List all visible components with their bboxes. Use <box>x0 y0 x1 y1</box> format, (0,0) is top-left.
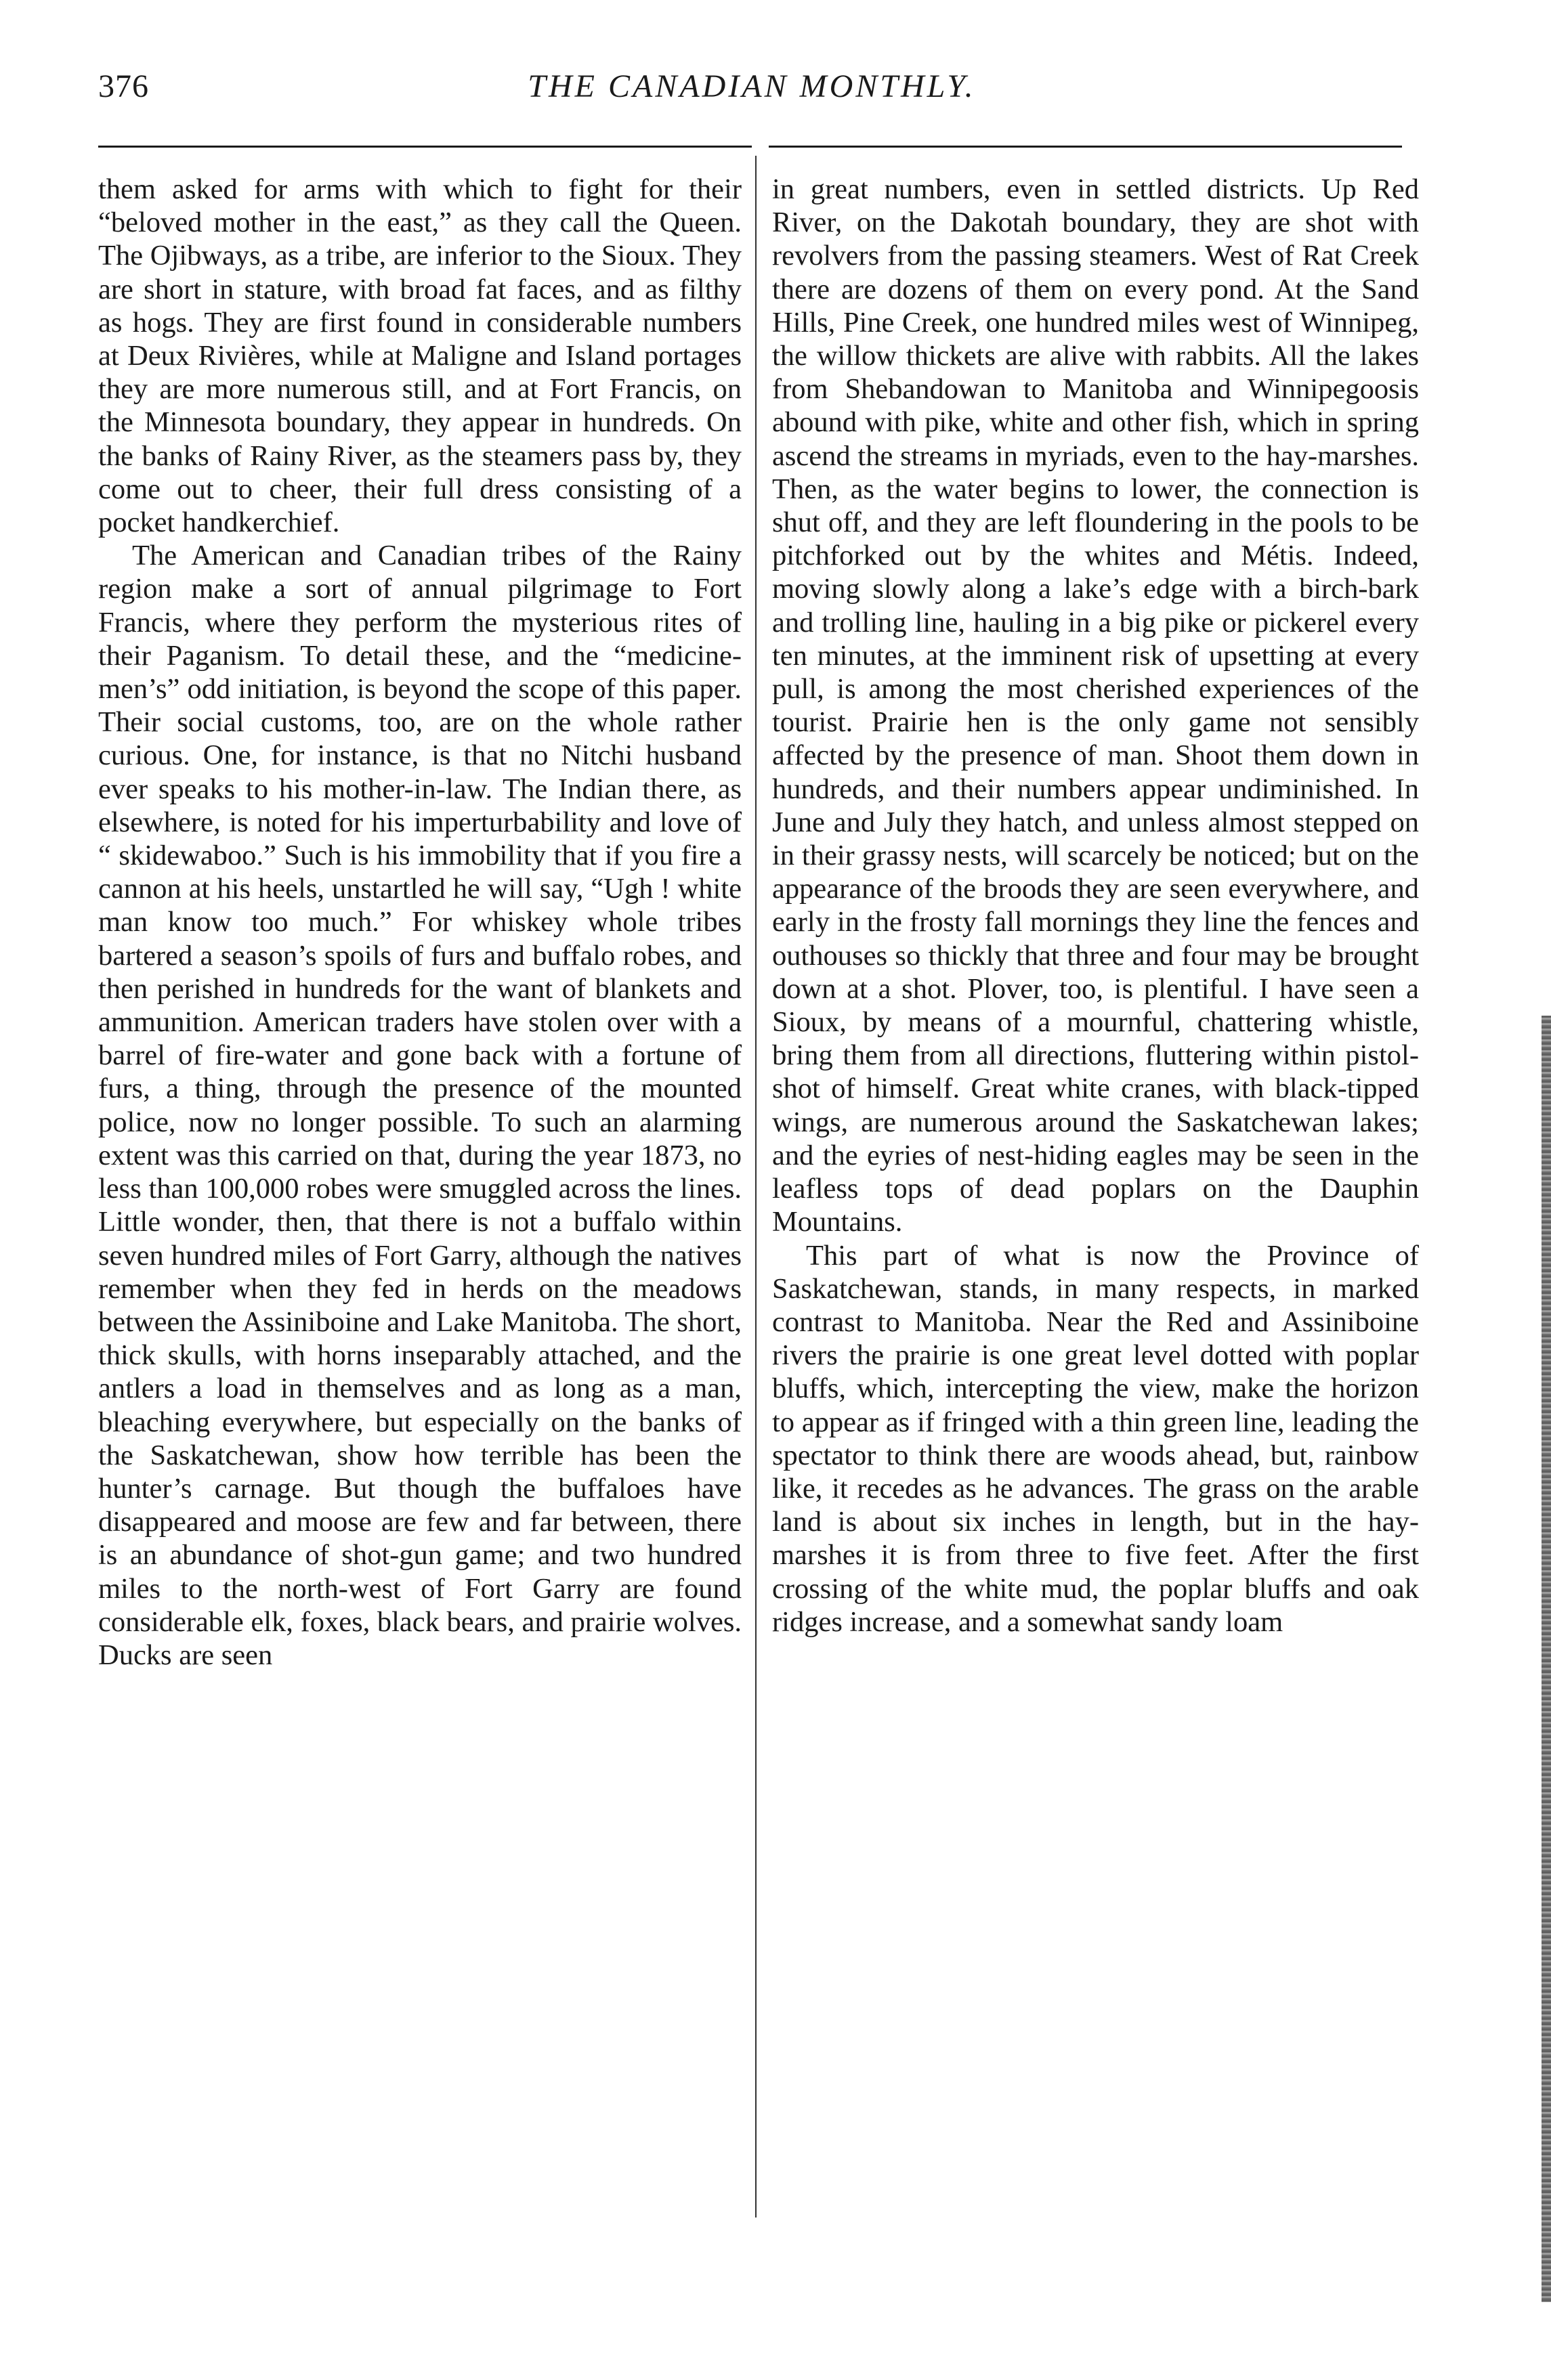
paragraph: in great numbers, even in settled districts. Up Red River, on the Dakotah boundary, they are shot with revolvers from the passing steamers. West of Rat Creek there are dozens of them on every pond. At the Sand Hills, Pine Creek, one hundred miles west of Winnipeg, the willow thickets are alive with rabbits. All the lakes from Shebandowan to Manitoba and Winnipegoosis abound with pike, white and other fish, which in spring ascend the streams in myriads, even to the hay-marshes. Then, as the water begins to lower, the connection is shut off, and they are left floundering in the pools to be pitchforked out by the whites and Métis. Indeed, moving slowly along a lake’s edge with a birch-bark and trolling line, hauling in a big pike or pickerel every ten minutes, at the imminent risk of upsetting at every pull, is among the most cherished experiences of the tourist. Prairie hen is the only game not sensibly affected by the presence of man. Shoot them down in hundreds, and their numbers appear undiminished. In June and July they hatch, and unless almost stepped on in their grassy nests, will scarcely be noticed; but on the appearance of the broods they are seen everywhere, and early in the frosty fall mornings they line the fences and outhouses so thickly that three and four may be brought down at a shot. Plover, too, is plentiful. I have seen a Sioux, by means of a mournful, chattering whistle, bring them from all directions, fluttering within pistol-shot of himself. Great white cranes, with black-tipped wings, are numerous around the Saskatchewan lakes; and the eyries of nest-hiding eagles may be seen in the leafless tops of dead poplars on the Dauphin Mountains. <box>772 173 1419 1238</box>
page-header <box>98 68 1405 115</box>
paragraph: them asked for arms with which to fight for their “beloved mother in the east,” as they call the Queen. The Ojibways, as a tribe, are inferior to the Sioux. They are short in stature, with broad fat faces, and as filthy as hogs. They are first found in considerable numbers at Deux Rivières, while at Maligne and Island portages they are more numerous still, and at Fort Francis, on the Minnesota boundary, they appear in hundreds. On the banks of Rainy River, as the steamers pass by, they come out to cheer, their full dress consisting of a pocket handkerchief. <box>98 173 742 539</box>
header-rule-right <box>769 146 1402 148</box>
page-number: 376 <box>98 68 149 104</box>
running-title: THE CANADIAN MONTHLY. <box>528 68 976 104</box>
page-edge-scan-artifact <box>1542 1016 1551 2302</box>
right-column <box>772 173 1419 1639</box>
column-divider <box>755 156 757 2217</box>
header-rule-left <box>98 146 752 148</box>
paragraph: This part of what is now the Province of Saskatchewan, stands, in many respects, in marked contrast to Manitoba. Near the Red and Assiniboine rivers the prairie is one great level dotted with poplar bluffs, which, intercepting the view, make the horizon to appear as if fringed with a thin green line, leading the spectator to think there are woods ahead, but, rainbow like, it recedes as he advances. The grass on the arable land is about six inches in length, but in the hay-marshes it is from three to five feet. After the first crossing of the white mud, the poplar bluffs and oak ridges increase, and a somewhat sandy loam <box>772 1239 1419 1638</box>
paragraph: The American and Canadian tribes of the Rainy region make a sort of annual pilgrimage to Fort Francis, where they perform the mysterious rites of their Paganism. To detail these, and the “medicine-men’s” odd initiation, is beyond the scope of this paper. Their social customs, too, are on the whole rather curious. One, for instance, is that no Nitchi husband ever speaks to his mother-in-law. The Indian there, as elsewhere, is noted for his imperturbability and love of “ skidewaboo.” Such is his immobility that if you fire a cannon at his heels, unstartled he will say, “Ugh ! white man know too much.” For whiskey whole tribes bartered a season’s spoils of furs and buffalo robes, and then perished in hundreds for the want of blankets and ammunition. American traders have stolen over with a barrel of fire-water and gone back with a fortune of furs, a thing, through the presence of the mounted police, now no longer possible. To such an alarming extent was this carried on that, during the year 1873, no less than 100,000 robes were smuggled across the lines. Little wonder, then, that there is not a buffalo within seven hundred miles of Fort Garry, although the natives remember when they fed in herds on the meadows between the Assiniboine and Lake Manitoba. The short, thick skulls, with horns inseparably attached, and the antlers a load in themselves and as long as a man, bleaching everywhere, but especially on the banks of the Saskatchewan, show how terrible has been the hunter’s carnage. But though the buffaloes have disappeared and moose are few and far between, there is an abundance of shot-gun game; and two hundred miles to the north-west of Fort Garry are found considerable elk, foxes, black bears, and prairie wolves. Ducks are seen <box>98 540 742 1671</box>
left-column <box>98 173 742 1672</box>
